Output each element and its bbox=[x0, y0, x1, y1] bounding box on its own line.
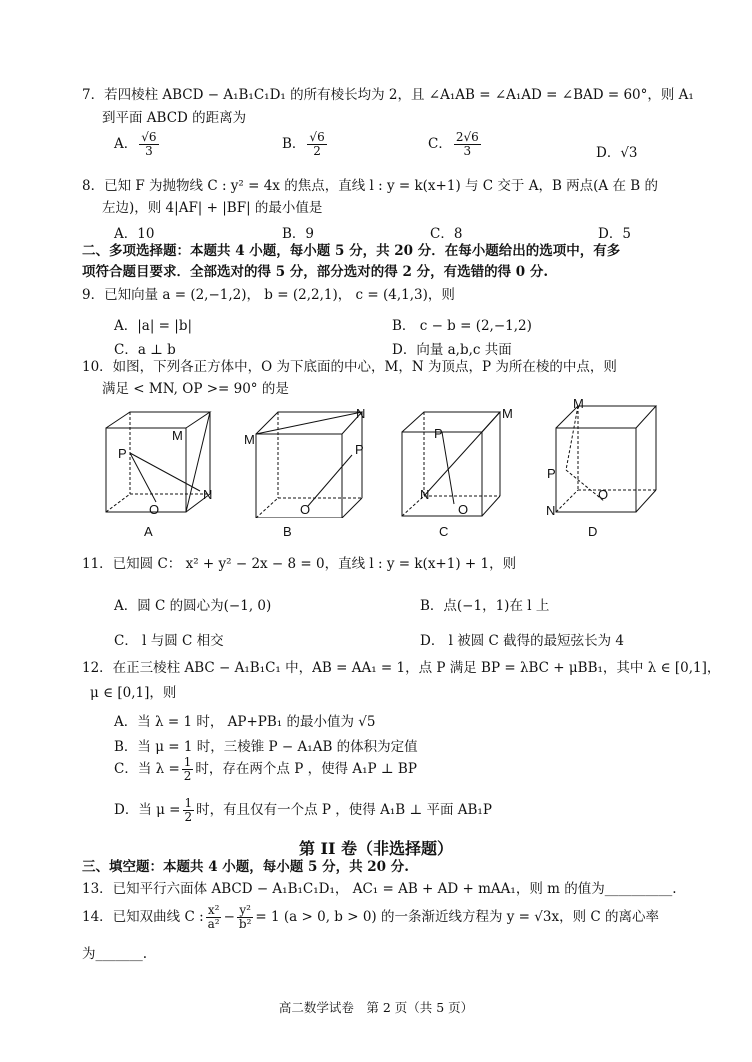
q7-b-label: B． bbox=[282, 136, 306, 153]
q11-option-a: A．圆 C 的圆心为(−1, 0) bbox=[114, 598, 272, 614]
q12-option-d bbox=[114, 797, 492, 824]
cube-b-caption: B bbox=[283, 524, 292, 539]
q8-option-b: B．9 bbox=[282, 226, 315, 242]
q11-stem: 11．已知圆 C： x² + y² − 2x − 8 = 0，直线 l : y = k(x+1) + 1，则 bbox=[82, 556, 517, 572]
q14-d1: a² bbox=[207, 917, 220, 932]
q12-line2: μ ∈ [0,1]，则 bbox=[90, 685, 177, 701]
q7-c-label: C． bbox=[428, 136, 452, 153]
section2-line1: 二、多项选择题：本题共 4 小题，每小题 5 分，共 20 分．在每小题给出的选项中，有多 bbox=[82, 243, 621, 259]
q12-line1: 12．在正三棱柱 ABC − A₁B₁C₁ 中，AB = AA₁ = 1，点 P 满足 BP = λBC + μBB₁，其中 λ ∈ [0,1]， bbox=[82, 660, 721, 676]
cube-d-caption: D bbox=[588, 524, 598, 539]
q11-option-b: B．点(−1，1)在 l 上 bbox=[420, 598, 550, 614]
q7-a-label: A． bbox=[114, 136, 138, 153]
cube-a-label-n: N bbox=[203, 487, 213, 502]
q11-option-d: D． l 被圆 C 截得的最短弦长为 4 bbox=[420, 633, 625, 649]
cube-d-label-p: P bbox=[547, 466, 556, 481]
q7-option-a bbox=[114, 131, 161, 158]
cube-c-label-m: M bbox=[502, 406, 513, 421]
q9-option-a: A．|a| = |b| bbox=[114, 318, 193, 334]
q12-option-c bbox=[114, 756, 417, 783]
cube-d-label-m: M bbox=[573, 396, 584, 411]
q12-option-a: A．当 λ = 1 时， AP+PB₁ 的最小值为 √5 bbox=[114, 714, 376, 730]
q12-c-num: 1 bbox=[183, 755, 192, 769]
q12-c-pre: C．当 λ = bbox=[114, 761, 180, 778]
cube-b-label-m: M bbox=[244, 432, 255, 447]
section3-heading: 三、填空题：本题共 4 小题，每小题 5 分，共 20 分. bbox=[82, 859, 409, 875]
cube-d-label-o: O bbox=[598, 487, 609, 502]
q12-d-pre: D．当 μ = bbox=[114, 802, 181, 819]
q7-option-c bbox=[428, 131, 483, 158]
q14-d2: b² bbox=[238, 917, 252, 932]
cube-d-label-n: N bbox=[546, 503, 556, 518]
cube-b-label-n: N bbox=[356, 406, 366, 421]
q14-line1 bbox=[82, 904, 659, 931]
q7-a-den: 3 bbox=[145, 144, 153, 159]
q12-option-b: B．当 μ = 1 时，三棱锥 P − A₁AB 的体积为定值 bbox=[114, 739, 418, 755]
cube-c-label-p: P bbox=[434, 426, 443, 441]
q7-line2: 到平面 ABCD 的距离为 bbox=[102, 110, 247, 126]
q12-d-num: 1 bbox=[184, 796, 193, 810]
q7-line1: 7．若四棱柱 ABCD − A₁B₁C₁D₁ 的所有棱长均为 2，且 ∠A₁AB = ∠A₁AD = ∠BAD = 60°，则 A₁ bbox=[82, 87, 694, 103]
cube-c-label-n: N bbox=[420, 487, 430, 502]
q7-option-b bbox=[282, 131, 329, 158]
q14-minus: − bbox=[223, 909, 235, 926]
q14-line2: 为_______. bbox=[82, 946, 148, 962]
q7-b-num: √6 bbox=[309, 130, 325, 144]
q12-c-den: 2 bbox=[183, 769, 192, 784]
cube-a-caption: A bbox=[144, 524, 153, 539]
q7-c-num: 2√6 bbox=[455, 130, 479, 144]
q9-option-c: C．a ⊥ b bbox=[114, 342, 176, 358]
page-footer: 高二数学试卷 第 2 页（共 5 页） bbox=[278, 1000, 474, 1015]
q12-d-den: 2 bbox=[184, 810, 193, 825]
cube-a-label-m: M bbox=[172, 428, 183, 443]
q10-line1: 10．如图，下列各正方体中，O 为下底面的中心，M，N 为顶点，P 为所在棱的中点，则 bbox=[82, 359, 617, 375]
q12-d-post: 时，有且仅有一个点 P ，使得 A₁B ⊥ 平面 AB₁P bbox=[196, 802, 492, 819]
q7-a-num: √6 bbox=[141, 130, 157, 144]
q14-n2: y² bbox=[239, 903, 251, 917]
q7-option-d: D．√3 bbox=[596, 145, 638, 161]
q10-line2: 满足 < MN, OP >= 90° 的是 bbox=[102, 381, 289, 397]
cube-c-caption: C bbox=[439, 524, 449, 539]
q14-post: = 1 (a > 0, b > 0) 的一条渐近线方程为 y = √3x，则 C 的离心率 bbox=[255, 909, 659, 926]
q8-option-d: D．5 bbox=[598, 226, 631, 242]
section2-line2: 项符合题目要求．全部选对的得 5 分，部分选对的得 2 分，有选错的得 0 分. bbox=[82, 264, 549, 280]
q14-n1: x² bbox=[207, 903, 220, 917]
q7-c-den: 3 bbox=[463, 144, 472, 159]
q8-line1: 8．已知 F 为抛物线 C : y² = 4x 的焦点，直线 l : y = k(x+1) 与 C 交于 A，B 两点(A 在 B 的 bbox=[82, 178, 658, 194]
q12-c-post: 时，存在两个点 P ，使得 A₁P ⊥ BP bbox=[195, 761, 417, 778]
q9-option-d: D．向量 a,b,c 共面 bbox=[392, 342, 512, 358]
q8-option-c: C．8 bbox=[430, 226, 463, 242]
q13-stem: 13．已知平行六面体 ABCD − A₁B₁C₁D₁， AC₁ = AB + AD + mAA₁，则 m 的值为__________. bbox=[82, 881, 677, 897]
cube-c-label-o: O bbox=[458, 502, 469, 517]
q9-option-b: B． c − b = (2,−1,2) bbox=[392, 318, 532, 334]
cube-figure-c bbox=[396, 408, 510, 520]
cube-b-label-p: P bbox=[355, 442, 364, 457]
cube-a-label-p: P bbox=[118, 446, 127, 461]
q9-stem: 9．已知向量 a = (2,−1,2)， b = (2,2,1)， c = (4,1,3)，则 bbox=[82, 287, 455, 303]
q11-option-c: C． l 与圆 C 相交 bbox=[114, 633, 224, 649]
q14-pre: 14．已知双曲线 C : bbox=[82, 909, 204, 926]
cube-a-label-o: O bbox=[149, 502, 160, 517]
cube-b-label-o: O bbox=[300, 502, 311, 517]
q8-line2: 左边)，则 4|AF| + |BF| 的最小值是 bbox=[102, 200, 323, 216]
q7-b-den: 2 bbox=[313, 144, 321, 159]
q8-option-a: A．10 bbox=[114, 226, 155, 242]
part2-title: 第 II 卷（非选择题） bbox=[298, 839, 454, 858]
